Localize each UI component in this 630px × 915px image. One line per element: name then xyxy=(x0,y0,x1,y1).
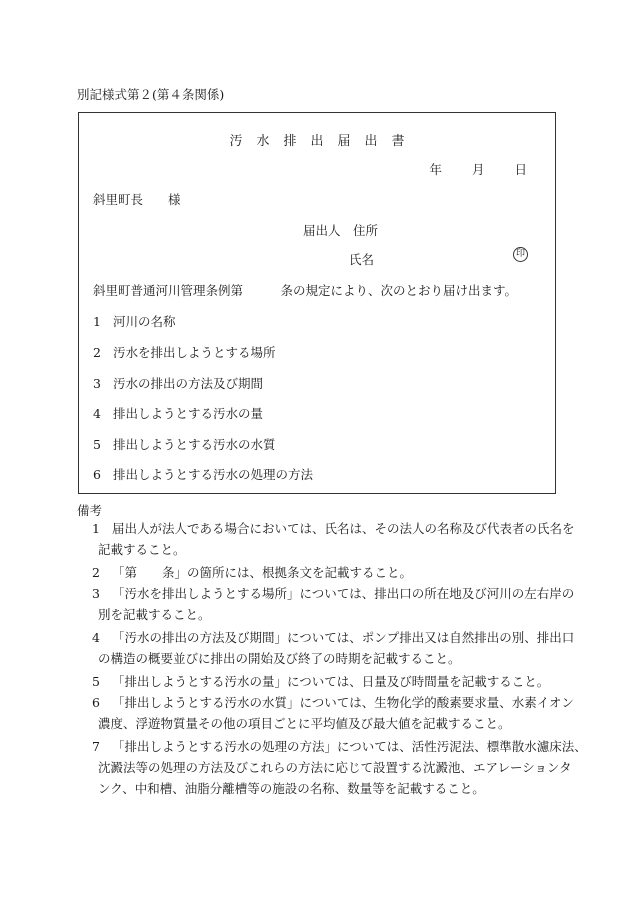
form-item xyxy=(93,312,176,330)
item-text: 排出しようとする汚水の処理の方法 xyxy=(113,467,314,482)
form-item xyxy=(93,343,276,361)
note-text-continued: ンク、中和槽、油脂分離槽等の施設の名称、数量等を記載すること。 xyxy=(98,781,485,796)
note-text: 届出人が法人である場合においては、氏名は、その法人の名称及び代表者の氏名を xyxy=(112,521,575,536)
note-number: 2 xyxy=(92,565,100,580)
note-text-continued: 記載すること。 xyxy=(98,542,186,557)
note-text: 「汚水を排出しようとする場所」については、排出口の所在地及び河川の左右岸の xyxy=(112,586,575,601)
notification-form xyxy=(78,112,556,494)
date-line xyxy=(399,160,527,178)
date-month: 月 xyxy=(471,162,485,177)
applicant-address-label: 届出人 住所 xyxy=(303,223,379,238)
item-text: 汚水の排出の方法及び期間 xyxy=(113,376,264,391)
note-text: 「汚水の排出の方法及び期間」については、ポンプ排出又は自然排出の別、排出口 xyxy=(112,630,575,645)
form-item xyxy=(93,404,263,422)
note-item xyxy=(92,692,574,734)
title-char: 出 xyxy=(310,134,324,149)
item-number: 6 xyxy=(93,467,101,482)
title-char: 届 xyxy=(337,134,351,149)
date-day: 日 xyxy=(514,162,527,177)
item-text: 排出しようとする汚水の量 xyxy=(113,406,264,421)
title-char: 水 xyxy=(256,134,270,149)
note-number: 5 xyxy=(92,674,100,689)
item-text: 汚水を排出しようとする場所 xyxy=(113,345,276,360)
form-item xyxy=(93,374,263,392)
note-text-continued: 別を記載すること。 xyxy=(98,607,211,622)
addressee: 斜里町長 様 xyxy=(93,192,181,207)
seal-icon: 印 xyxy=(513,247,528,262)
note-item xyxy=(92,736,587,799)
note-item xyxy=(92,562,554,583)
item-number: 4 xyxy=(93,406,101,421)
note-text: 「排出しようとする汚水の処理の方法」については、活性汚泥法、標準散水濾床法、 xyxy=(112,739,587,754)
form-item xyxy=(93,465,313,483)
title-char: 排 xyxy=(283,134,297,149)
date-year: 年 xyxy=(429,162,442,177)
note-item xyxy=(92,583,575,625)
title-char: 汚 xyxy=(229,134,243,149)
note-text-continued: 濃度、浮遊物質量その他の項目ごとに平均値及び最大値を記載すること。 xyxy=(98,716,511,731)
form-title xyxy=(79,130,555,149)
note-number: 1 xyxy=(92,521,100,536)
note-item xyxy=(92,671,554,692)
item-text: 排出しようとする汚水の水質 xyxy=(113,437,276,452)
note-text: 「排出しようとする汚水の水質」については、生物化学的酸素要求量、水素イオン xyxy=(112,695,574,710)
note-item xyxy=(92,627,575,669)
note-number: 3 xyxy=(92,586,100,601)
note-number: 7 xyxy=(92,739,100,754)
note-number: 6 xyxy=(92,695,100,710)
item-number: 2 xyxy=(93,345,101,360)
note-number: 4 xyxy=(92,630,100,645)
statement: 斜里町普通河川管理条例第 条の規定により、次のとおり届け出ます。 xyxy=(93,283,518,298)
note-text-continued: の構造の概要並びに排出の開始及び終了の時期を記載すること。 xyxy=(98,651,461,666)
note-text-continued: 沈澱法等の処理の方法及びこれらの方法に応じて設置する沈澱池、エアレーションタ xyxy=(98,760,572,775)
notes-title: 備考 xyxy=(77,503,103,518)
form-number-header: 別記様式第２(第４条関係) xyxy=(77,87,225,102)
note-text: 「排出しようとする汚水の量」については、日量及び時間量を記載すること。 xyxy=(112,674,550,689)
form-item xyxy=(93,435,276,453)
title-char: 出 xyxy=(364,134,378,149)
note-item xyxy=(92,518,575,560)
note-text: 「第 条」の箇所には、根拠条文を記載すること。 xyxy=(112,565,413,580)
item-number: 3 xyxy=(93,376,101,391)
item-text: 河川の名称 xyxy=(113,314,176,329)
title-char: 書 xyxy=(391,134,405,149)
item-number: 1 xyxy=(93,314,101,329)
applicant-name-label: 氏名 xyxy=(349,252,375,267)
item-number: 5 xyxy=(93,437,101,452)
